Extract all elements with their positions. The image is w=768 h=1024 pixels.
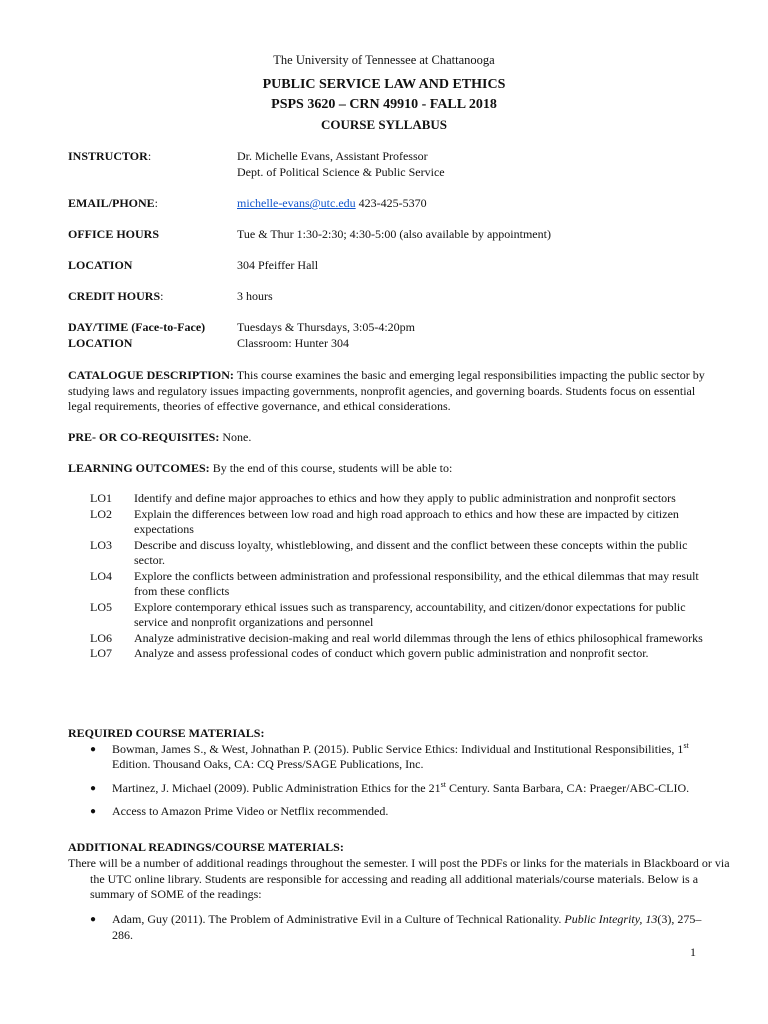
learning-outcomes-list xyxy=(90,491,710,662)
instructor-row: INSTRUCTOR: Dr. Michelle Evans, Assistant Professor Dept. of Political Science & Public Service xyxy=(68,149,708,196)
additional-materials xyxy=(68,840,708,856)
list-item: ● Martinez, J. Michael (2009). Public Administration Ethics for the 21st Century. Santa Barbara, CA: Praeger/ABC-CLIO. xyxy=(90,779,690,795)
outcome-text: Analyze administrative decision-making and real world dilemmas through the lens of ethics philosophical frameworks xyxy=(134,630,703,645)
catalogue-description xyxy=(68,368,708,415)
required-materials-list xyxy=(68,742,708,820)
list-item: ● Adam, Guy (2011). The Problem of Administrative Evil in a Culture of Technical Rationality. Public Integrity, 13(3), 275–286. xyxy=(90,912,702,942)
location-row xyxy=(68,258,708,289)
day-time-row xyxy=(68,320,708,352)
prereq-label: PRE- OR CO-REQUISITES: xyxy=(68,430,220,444)
catalogue-label: CATALOGUE DESCRIPTION: xyxy=(68,368,234,382)
list-item xyxy=(90,538,710,569)
title-block xyxy=(0,75,768,135)
email-link[interactable]: michelle-evans@utc.edu xyxy=(237,196,356,210)
outcome-code: LO1 xyxy=(90,491,112,505)
day-time-value: Tuesdays & Thursdays, 3:05-4:20pm Classroom: Hunter 304 xyxy=(237,320,416,350)
instructor-value: Dr. Michelle Evans, Assistant Professor Dept. of Political Science & Public Service xyxy=(237,149,445,179)
prerequisites xyxy=(68,430,708,446)
learning-outcomes-intro: By the end of this course, students will be able to: xyxy=(209,461,453,475)
location-label: LOCATION xyxy=(68,258,133,272)
required-materials xyxy=(68,726,708,828)
outcome-text: Explain the differences between low road and high road approach to ethics and how these are impacted by citizen expectations xyxy=(134,506,679,536)
bullet-icon: ● xyxy=(90,806,97,817)
university-name: The University of Tennessee at Chattanooga xyxy=(273,53,495,67)
course-code: PSPS 3620 – CRN 49910 - FALL 2018 xyxy=(271,97,497,112)
outcome-text: Explore the conflicts between administration and professional responsibility, and the ethical dilemmas that may result from these conflicts xyxy=(134,568,699,598)
email-row: EMAIL/PHONE: michelle-evans@utc.edu 423-425-5370 xyxy=(68,196,427,210)
outcome-text: Explore contemporary ethical issues such as transparency, accountability, and citizen/donor expectations for public service and nonprofit organizations and personnel xyxy=(134,599,686,629)
bullet-icon: ● xyxy=(90,782,97,794)
list-item xyxy=(90,507,710,538)
page-number: 1 xyxy=(690,945,696,959)
list-item xyxy=(90,646,710,662)
bullet-icon: ● xyxy=(90,743,97,755)
course-info xyxy=(68,149,708,352)
office-hours-row xyxy=(68,227,708,258)
list-item xyxy=(90,631,710,647)
office-hours-label: OFFICE HOURS xyxy=(68,227,160,241)
bullet-icon: ● xyxy=(90,914,97,925)
location-value: 304 Pfeiffer Hall xyxy=(237,258,319,272)
additional-materials-label: ADDITIONAL READINGS/COURSE MATERIALS: xyxy=(68,840,344,854)
learning-outcomes-label: LEARNING OUTCOMES: xyxy=(68,461,210,475)
additional-materials-text: There will be a number of additional readings throughout the semester. I will post the PDFs or links for the materials in Blackboard or via the UTC online library. Students are responsible for accessing and reading all additional materials/course materials. Below is a summary of SOME of the readings: xyxy=(68,856,730,901)
outcome-code: LO4 xyxy=(90,568,112,583)
outcome-code: LO3 xyxy=(90,537,112,552)
outcome-text: Analyze and assess professional codes of conduct which govern public administration and nonprofit sector. xyxy=(134,646,649,660)
outcome-text: Describe and discuss loyalty, whistleblowing, and dissent and the conflict between these concepts within the public sector. xyxy=(134,537,688,567)
instructor-label: INSTRUCTOR xyxy=(68,149,148,163)
document-type: COURSE SYLLABUS xyxy=(320,117,448,132)
learning-outcomes-heading xyxy=(68,461,708,477)
outcome-code: LO7 xyxy=(90,646,112,660)
day-time-label: DAY/TIME (Face-to-Face) LOCATION xyxy=(68,320,206,350)
list-item xyxy=(90,600,710,631)
outcome-code: LO6 xyxy=(90,630,112,645)
credit-hours-row: CREDIT HOURS: 3 hours xyxy=(68,289,708,320)
credit-hours-label: CREDIT HOURS xyxy=(68,289,161,303)
required-materials-label: REQUIRED COURSE MATERIALS: xyxy=(68,726,265,740)
outcome-code: LO5 xyxy=(90,599,112,614)
list-item xyxy=(90,569,710,600)
catalogue-text: This course examines the basic and emerging legal responsibilities impacting the public sector by studying laws and regulatory issues impacting governments, nonprofit agencies, and governing boards. Students focus on essential legal requirements, theories of effective governance, and ethical considerations. xyxy=(68,368,705,413)
list-item xyxy=(90,491,710,507)
prereq-text: None. xyxy=(219,430,252,444)
credit-hours-value: 3 hours xyxy=(237,289,273,303)
course-title: PUBLIC SERVICE LAW AND ETHICS xyxy=(262,77,506,92)
phone-number: 423-425-5370 xyxy=(355,196,427,210)
outcome-code: LO2 xyxy=(90,506,112,521)
list-item: ● Access to Amazon Prime Video or Netflix recommended. xyxy=(90,804,389,818)
list-item: ● Bowman, James S., & West, Johnathan P. (2015). Public Service Ethics: Individual and Institutional Responsibilities, 1st Edition. Thousand Oaks, CA: CQ Press/SAGE Publications, Inc. xyxy=(90,740,689,771)
office-hours-value: Tue & Thur 1:30-2:30; 4:30-5:00 (also available by appointment) xyxy=(237,227,551,241)
email-label: EMAIL/PHONE xyxy=(68,196,155,210)
outcome-text: Identify and define major approaches to ethics and how they apply to public administration and nonprofit sectors xyxy=(134,491,676,505)
readings-list xyxy=(68,912,708,951)
